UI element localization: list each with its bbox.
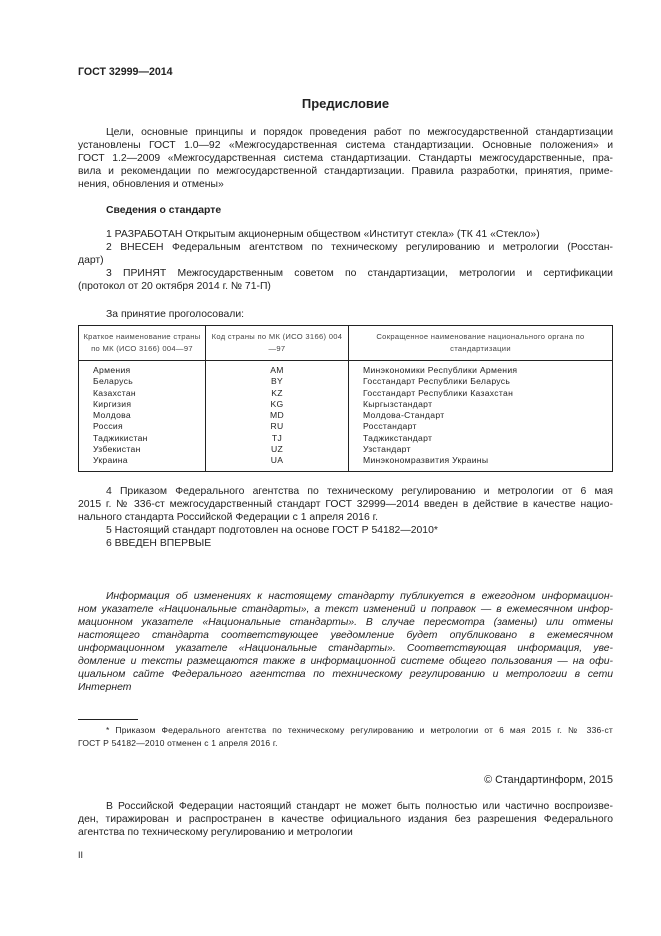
copyright: © Стандартинформ, 2015 [484, 774, 613, 786]
list-item [78, 524, 613, 537]
standards-body: Росстандарт [349, 421, 613, 432]
table-row [79, 455, 613, 471]
country-code: AM [206, 361, 349, 377]
table-row [79, 444, 613, 455]
list-item [78, 228, 613, 241]
country-name: Беларусь [79, 376, 206, 387]
text-line: вила и рекомендации по межгосударственной стандартизации. Правила разработки, принятия, приме- [78, 166, 613, 177]
items-list-a [78, 228, 613, 293]
country-code: KZ [206, 388, 349, 399]
text-line: 1 РАЗРАБОТАН Открытым акционерным обществом «Институт стекла» (ТК 41 «Стекло») [106, 229, 540, 240]
intro-paragraph [78, 126, 613, 191]
text-line: домление и тексты размещаются также в информационной системе общего пользования — на офи- [78, 656, 613, 667]
list-item [78, 241, 613, 267]
country-code: BY [206, 376, 349, 387]
country-code: MD [206, 410, 349, 421]
list-item [78, 267, 613, 293]
text-line: ден, тиражирован и распространен в качестве официального издания без разрешения Федерального [78, 814, 613, 825]
table-row [79, 421, 613, 432]
standards-body: Таджикстандарт [349, 433, 613, 444]
country-name: Молдова [79, 410, 206, 421]
text-line: ном указателе «Национальные стандарты», а текст изменений и поправок — в ежемесячном инфор- [78, 604, 613, 615]
text-line: информационном указателе «Национальные стандарты». Соответствующая информация, уве- [78, 643, 613, 654]
text-line: установлены ГОСТ 1.0—92 «Межгосударственная система стандартизации. Основные положения» и [78, 140, 613, 151]
standards-body: Госстандарт Республики Казахстан [349, 388, 613, 399]
text-line: нения, обновления и отмены» [78, 179, 224, 190]
country-name: Украина [79, 455, 206, 471]
document-header-id: ГОСТ 32999—2014 [78, 66, 173, 78]
table-row [79, 388, 613, 399]
text-line: мационном указателе «Национальные стандарты». В случае пересмотра (замены) или отмены [78, 617, 613, 628]
standards-body: Узстандарт [349, 444, 613, 455]
page-title: Предисловие [301, 96, 390, 111]
col-header-country: Краткое наименование страны по МК (ИСО 3166) 004—97 [79, 326, 206, 361]
table-row [79, 399, 613, 410]
text-line: 2015 г. № 336-ст межгосударственный стандарт ГОСТ 32999—2014 введен в действие в качестве нацио- [78, 499, 613, 510]
col-header-body: Сокращенное наименование национального органа по стандартизации [349, 326, 613, 361]
country-code: UZ [206, 444, 349, 455]
text-line: Цели, основные принципы и порядок проведения работ по межгосударственной стандартизации [106, 127, 613, 138]
section-heading: Сведения о стандарте [106, 205, 222, 216]
text-line: ГОСТ Р 54182—2010 отменен с 1 апреля 2016 г. [78, 737, 278, 748]
text-line: Интернет [78, 682, 132, 693]
country-name: Армения [79, 361, 206, 377]
country-name: Таджикистан [79, 433, 206, 444]
text-line: В Российской Федерации настоящий стандарт не может быть полностью или частично воспроизве- [106, 801, 613, 812]
country-name: Казахстан [79, 388, 206, 399]
info-paragraph [78, 590, 613, 694]
standards-body: Госстандарт Республики Беларусь [349, 376, 613, 387]
text-line: нального стандарта Российской Федерации с 1 апреля 2016 г. [78, 512, 379, 523]
country-name: Киргизия [79, 399, 206, 410]
table-row [79, 410, 613, 421]
standards-body: Минэкономразвития Украины [349, 455, 613, 471]
country-name: Россия [79, 421, 206, 432]
col-header-code: Код страны по МК (ИСО 3166) 004—97 [206, 326, 349, 361]
text-line: циальном сайте Федерального агентства по техническому регулированию и метрологии в сети [78, 669, 613, 680]
table-row [79, 433, 613, 444]
text-line: 2 ВНЕСЕН Федеральным агентством по техническому регулированию и метрологии (Росстан- [106, 242, 613, 253]
table-row [79, 376, 613, 387]
rights-paragraph [78, 800, 613, 839]
table-row [79, 361, 613, 377]
footnote-rule [78, 719, 138, 720]
text-line: настоящего стандарта соответствующее уведомление будет опубликовано в ежемесячном [78, 630, 613, 641]
text-line: (протокол от 20 октября 2014 г. № 71-П) [78, 281, 271, 292]
text-line: 4 Приказом Федерального агентства по техническому регулированию и метрологии от 6 мая [106, 486, 613, 497]
text-line: 3 ПРИНЯТ Межгосударственным советом по стандартизации, метрологии и сертификации [106, 268, 613, 279]
standards-body: Минэкономики Республики Армения [349, 361, 613, 377]
text-line: Информация об изменениях к настоящему стандарту публикуется в ежегодном информацион- [106, 591, 613, 602]
country-code: TJ [206, 433, 349, 444]
voting-countries-table [78, 325, 613, 472]
country-code: RU [206, 421, 349, 432]
text-line: 6 ВВЕДЕН ВПЕРВЫЕ [106, 538, 212, 549]
vote-label: За принятие проголосовали: [106, 309, 245, 320]
country-name: Узбекистан [79, 444, 206, 455]
list-item [78, 537, 613, 550]
text-line: агентства по техническому регулированию и метрологии [78, 827, 353, 838]
footnote [78, 724, 613, 749]
items-list-b [78, 485, 613, 550]
page-number: II [78, 850, 84, 860]
text-line: дарт) [78, 255, 104, 266]
country-code: KG [206, 399, 349, 410]
text-line: 5 Настоящий стандарт подготовлен на основе ГОСТ Р 54182—2010* [106, 525, 438, 536]
standards-body: Молдова-Стандарт [349, 410, 613, 421]
list-item [78, 485, 613, 524]
text-line: * Приказом Федерального агентства по техническому регулированию и метрологии от 6 мая 2015 г. № 336-ст [106, 725, 613, 735]
country-code: UA [206, 455, 349, 471]
text-line: ГОСТ 1.2—2009 «Межгосударственная система стандартизации. Стандарты межгосударственные, пра- [78, 153, 613, 164]
standards-body: Кыргызстандарт [349, 399, 613, 410]
